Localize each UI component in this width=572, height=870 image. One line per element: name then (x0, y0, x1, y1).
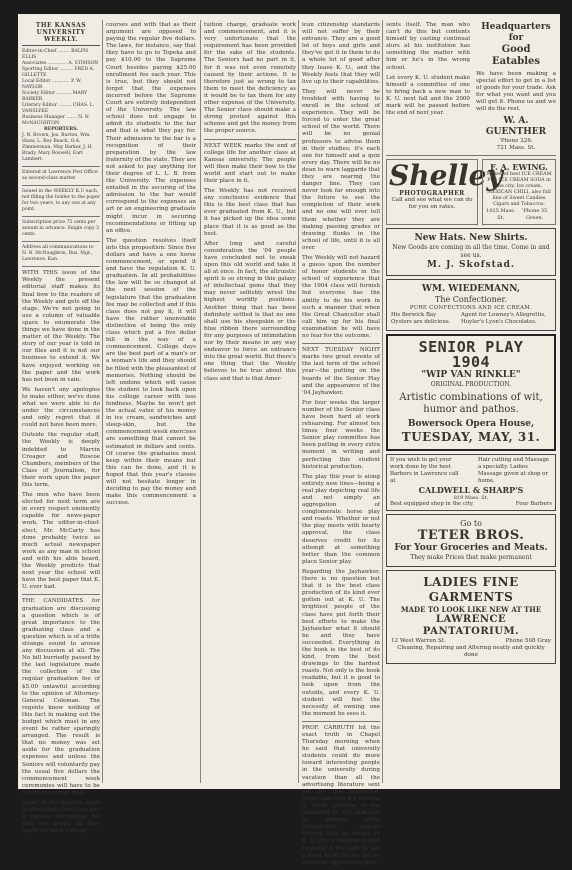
ewing-name: F. A. EWING. (490, 162, 548, 172)
barbers-left: If you wish to get your work done by the best Barbers in Lawrence call at (390, 457, 459, 485)
barbers-footer (390, 501, 552, 508)
guenther-headline-2: Good Eatables (492, 44, 540, 67)
guenther-phone: 'Phone 226. (499, 138, 533, 144)
guenther-body: We have been making a special effort to get in a list of goods for your trade. Ask for what you want and you will get it. Phone us and we will do the rest. (476, 71, 556, 112)
senior-play-tagline: Artistic combinations of wit, humor and pathos. (399, 392, 543, 416)
teter-tagline: They make Prices that make permanent (410, 554, 532, 562)
barbers-top (390, 457, 552, 485)
guenther-headline: Headquarters for (481, 22, 551, 43)
editorial-paragraph: WITH THIS issue of the Weekly the present editorial staff makes its final bow to the readers of the Weekly and gets off the stage. We're not going to use a column of valuable space to enumerate the things we have done in the matter of the Weekly. The story of our year is told in our files and it is not our business to extend it. We have enjoyed working on the paper and the work has not been in vain. (22, 270, 100, 383)
editorial-paragraph: The Weekly has not received any conclusive evidence that this is the best class that has ever graduated from K. U., but it has picked up the idea some place that it is as good as the best. (204, 188, 296, 237)
editorial-paragraph: Regarding the Jayhawker, there is no question but that it is the best class production of its kind ever gotten out at K. U. The brightest people of the class have put forth their best efforts to make the Jayhawker what it should be and they have succeeded. Everything in the book is the best of its kind, from the best drawings to the hardest roasts. Not only is the book readable, but it is good to look upon from the outside, and every K. U. student will feel the necessity of owning one the moment he sees it. (302, 568, 380, 717)
issued-notice: Issued in the WEEKLY K.U each, not filling the holder to the paper for two years, to any one at any point. (22, 189, 100, 213)
staff-line: Literary Editor ......... CHAS. L. VANSLYKE (22, 103, 95, 115)
shelley-logo: Shelley (389, 159, 503, 192)
barbers-footer-left: Best equipped shop in the city. (390, 501, 474, 508)
editorial-paragraph: The Weekly will not hazard a guess upon the number of honor students in the school of experience that the 1904 class will furnish but everyone has the ability to do his work in such a manner that when the Great Chancellor shall call him up for his final examination he will have no fear for the outcome. (302, 255, 380, 340)
barbers-name: CALDWELL & SHARP'S (418, 485, 524, 496)
staff-line: Editor-in-Chief ........ RALPH ELLIS (22, 49, 88, 61)
editorial-paragraph: They will never be troubled with having to enroll in the school of experience. They will be forced to enter the great school of the world. There will be no genial professors to advise them in their studies; it's each one for himself and a quiz every day. There will be no dean to warn laggards that they are nearing the danger line. They can never look far enough into the future to see the completion of their work and no one will ever tell them whether they are making passing grades or drawing flunks in the school of life, until it is all over. (302, 88, 380, 251)
shelley-body: Call and see what we can do for you on rates. (391, 197, 473, 211)
newspaper-page (18, 14, 560, 866)
pantatorium-sub: MADE TO LOOK LIKE NEW AT THE (400, 605, 542, 615)
pantatorium-contact (391, 638, 551, 645)
editorial-paragraph: ican citizenship standards will not suffer by their entrance. They are a good lot of boys and girls and they've got it in them to do a whole lot of good after they leave K. U., and the Weekly feels that they will live up to their capabilities. (302, 22, 380, 85)
top-row (386, 22, 556, 152)
ewing-phone: 'Phone 35 Green. (522, 208, 548, 222)
teter-ad (386, 514, 556, 567)
senior-play-ad (386, 334, 556, 451)
editorial-paragraph: After long and careful consideration the '04 people have concluded not to sneak upon this old world and take it all at once. In fact, the altruistic spirit is so strong in this galaxy of intellectual gems that they may never selfishly wrest the highest worldly positions. Another thing that has been definitely settled is that no one shall use his sheepskin or the blue ribbon there surrounding for any purposes of intimidation nor by their means in any way endeavor to force an entrance into the great world. But there's one thing that the Weekly believes to be true about this class and that is that Amer- (204, 240, 296, 382)
editorial-paragraph: NEXT TUESDAY NIGHT marks two great events of the last term of the school year—the putting on the boards of the Senior Play and the appearance of the '04 Jayhawker. (302, 347, 380, 396)
ewing-body: Maker of best ICE CREAM Pies ICE CREAM SODA in the city. Ice cream, MEXICAN CHILI, also full line of Sweet Candies Cigars and Tobaccos. (486, 172, 552, 207)
wiedemann-line: PURE CONFECTIONS AND ICE CREAM. (409, 305, 533, 312)
editorial-paragraph: We haven't any apologies to make either, we've done what we were able to do under the circumstances and only regret that it could not have been more. (22, 386, 100, 429)
pantatorium-name: LAWRENCE PANTATORIUM. (422, 614, 520, 638)
guenther-address: 721 Mass. St. (496, 145, 536, 151)
editorial-paragraph: THE CANDIDATES for graduation are discussing a question which is of great importance to the graduating class and a question which is of a trifle strange sound to arouse any discussion at all. The No bill hurriedly passed by the last legislature made the collection of the regular graduation fee of $5.00 unlawful according to the opinion of Attorney-General Coleman. The regents know nothing of this fact in making out the budget which must in any event be rather sparingly arranged. The result is that no money was set aside for the graduation expenses and unless the Seniors will voluntarily pay the usual five dollars the commencement week ceremonies will have to be cut down a great deal. (22, 598, 100, 796)
masthead: THE KANSAS UNIVERSITY WEEKLY. (22, 22, 100, 46)
pantatorium-ad (386, 570, 556, 664)
subscription-notice: Subscription price 75 cents per annum in advance. Single copy 3 cents. (22, 220, 99, 238)
reporters-title: REPORTERS. (43, 127, 78, 133)
senior-play-name: "WIP VAN RINKLE" (421, 370, 521, 381)
editorial-paragraph: sents itself. The man who can't do this but contents himself by casting continual slurs at his institution has something the matter with him or he's in the wrong school. (386, 22, 470, 71)
editorial-paragraph: The play this year is along entirely new lines—being a real play depicting real life and not simply an aggregation of conglomerate horse play and roasts. Whether or not the play meets with hearty approval, the class deserves credit for its attempt at something better than the common place Senior play. (302, 473, 380, 565)
skofstad-body: New Goods are coming in all the time. Come in and see us. (392, 244, 550, 260)
editorial-paragraph: tuition charge, graduate work and commencement, and it is very unfortunate that the requirement has been provided for the sake of the students. The Seniors had no part in it, for it was not even remotely caused by their actions. It is therefore just as wrong to tax them to meet the deficiency as it would be to tax them for any other expense of the University. The Senior class should make a strong protest against this scheme and get the money from the proper source. (204, 22, 296, 135)
column-4 (302, 22, 380, 870)
column-rule (382, 20, 383, 783)
pantatorium-phone: Phone 508 Gray (505, 638, 551, 645)
pantatorium-body: Cleaning, Repairing and Altering neatly and quickly done (397, 645, 545, 659)
staff-line: Business Manager ....... N. N. McNAUGHTON (22, 115, 90, 127)
staff-line: Local Editor ............ P. W. NAYLOR (22, 79, 82, 91)
column-rule (298, 20, 299, 783)
senior-play-year: 1904 (451, 353, 491, 372)
shelley-title: PHOTOGRAPHER (399, 190, 465, 197)
wiedemann-trade: The Confectioner. (435, 295, 507, 305)
senior-play-date: TUESDAY, MAY, 31. (401, 430, 541, 445)
wiedemann-left: His Berwick Bay Oysters are delicious. (391, 312, 451, 326)
barbers-right: Hair cutting and Massage a specialty. Ladies Massage given at shop or home. (478, 457, 550, 485)
pantatorium-headline: LADIES FINE GARMENTS (423, 575, 519, 605)
column-1 (22, 22, 100, 839)
column-3 (204, 22, 296, 386)
teter-name: TETER BROS. (417, 528, 525, 544)
editorial-paragraph: Let every K. U. student make himself a committee of one to bring back a new man to K. U. next fall and the 2000 mark will be passed before the end of next year. (386, 74, 470, 117)
continuation-text (386, 22, 470, 152)
senior-play-venue: Bowersock Opera House, (407, 419, 535, 430)
barbers-address: 819 Mass. St. (453, 495, 489, 502)
teter-headline: For Your Groceries and Meats. (394, 543, 548, 554)
column-rule (200, 20, 201, 783)
shelley-ewing-row (386, 155, 556, 225)
skofstad-name: M. J. Skofstad. (426, 260, 516, 271)
wiedemann-ad (386, 279, 556, 331)
staff-box (22, 49, 100, 267)
barbers-ad (386, 454, 556, 511)
ewing-ad (482, 159, 556, 225)
wiedemann-name: WM. WIEDEMANN, (421, 284, 521, 295)
column-2 (106, 22, 196, 510)
column-rule (102, 20, 103, 783)
editorial-paragraph: PROF. CARRUTH hit the exact truth in Chapel Thursday morning when he said that university students could do more toward interesting people in the university during vacation than all the advertising literature sent out by the institution. More than that if a student is really patriotic to his university he will endeavor to interest every prospective college student that he knows, in K. U. Every student should consider it his duty to say a good word for his school when the opportunity pre- (302, 724, 380, 866)
wiedemann-detail (391, 312, 551, 326)
editorial-paragraph: The men who have been elected for next term are in every respect eminently capable for news-paper work. The editor-in-chief-elect, Mr. McCarty has done probably twice as much actual newspaper work as any man in school and with his able board, the Weekly predicts that next year the school will have the best paper that K. U. ever had. (22, 492, 100, 591)
guenther-name: W. A. GUENTHER (485, 116, 547, 137)
ewing-footer (485, 208, 553, 222)
teter-goto: Go to (460, 519, 482, 529)
staff-line: Associates ............. A. STIMSON (22, 61, 99, 67)
reporters-list: J. N. Brown, Jos. Burton, Wm. Shaw, L. Roy Beach, O.A. Zimmerman, May Barker, J. H. Brady, Mary Boswell, Earl Lambert. (22, 133, 94, 163)
barbers-footer-right: Four Barbers (515, 501, 552, 508)
wiedemann-right: Agent for Lowney's Allegrettis, Huyler's Lyon's Chocolates. (461, 312, 546, 326)
staff-line: Society Editor .......... MARY BARKER (22, 91, 88, 103)
pantatorium-address: 12 West Warren St. (391, 638, 446, 645)
editorial-paragraph: The question resolves itself into this proposition: Since five dollars and have a one horse commencement, or spend it and have the regulation K. U. graduation. In all probabilities the law will be so changed at the next session of the legislature that the graduation fee may be collected and if this class does not pay it, it will have the rather unenviable distinction of being the only class which put a five dollar bill in the way of a commencement. College days are the best part of a man's or a woman's life and they should be filled with the pleasantest of memories. Nothing should be left undone which will cause the student to look back upon his college career with less fondness. Maybe he won't get the actual value of his money in ice cream, sandwiches and sleep-skin, but the commencement week exercises are something that cannot be estimated in dollars and cents. Of course the graduates must keep within their means but this can be done, and it is hoped that this year's classes will not hesitate longer in deciding to pay the money and make this commencement a success. (106, 237, 196, 507)
editorial-paragraph: Some of the Seniors seem to think that since they pay a regular enrollment fee they are giving all they ought for their college (22, 800, 100, 835)
ewing-address: 1025 Mass. St. (486, 208, 516, 222)
staff-line: Sporting Editor ......... FRED A. GILLETTE (22, 67, 95, 79)
editorial-paragraph: Outside the regular staff, the Weekly is deeply indebted to Marvin Creager and Roscoe Chambers, members of the Class of Journalism, for their work upon the paper this term. (22, 432, 100, 488)
senior-play-sub: ORIGINAL PRODUCTION. (430, 381, 512, 389)
skofstad-ad (386, 228, 556, 276)
editorial-paragraph: courses and with that as their argument are opposed to paying the regular five dollars. The laws, for instance, say that they have to go to Topeka and pay $10.00 to the Supreme Court besides paying $25.00 enrollment fee each year. This is true, but they should not forget that the expenses incurred before the Supreme Court are entirely independent of the University. The law school does not engage to admit its students to the bar and that is what they pay for. Their admission to the bar is a recognition of their preparation by the law fraternity of the state. They are not asked to pay anything for their degree of L. L. B. from the University. The expenses entailed in the securing of the admission to the bar would correspond to the expenses an art or an engineering graduate might incur in securing recommendations or fitting up an office. (106, 22, 196, 234)
editorial-paragraph: NEXT WEEK marks the end of college life for another class at Kansas university. The people will then make their bow to the world and start out to make their place in it. (204, 142, 296, 184)
senior-play-title: SENIOR PLAY (418, 338, 524, 357)
entered-notice: Entered at Lawrence Post Office as second-class matter. (22, 170, 98, 182)
skofstad-headline: New Hats. New Shirts. (414, 233, 528, 244)
column-5-ads (386, 22, 556, 667)
guenther-ad (476, 22, 556, 152)
address-notice: Address all communications to N. N. McNaughton, Bus. Mgr., Lawrence, Kan. (22, 245, 94, 263)
editorial-paragraph: For four weeks the larger number of the Senior class have been hard at work rehearsing. For almost ten times four weeks the Senior play committee has been putting in every extra moment in writing and perfecting this student historical production. (302, 399, 380, 470)
